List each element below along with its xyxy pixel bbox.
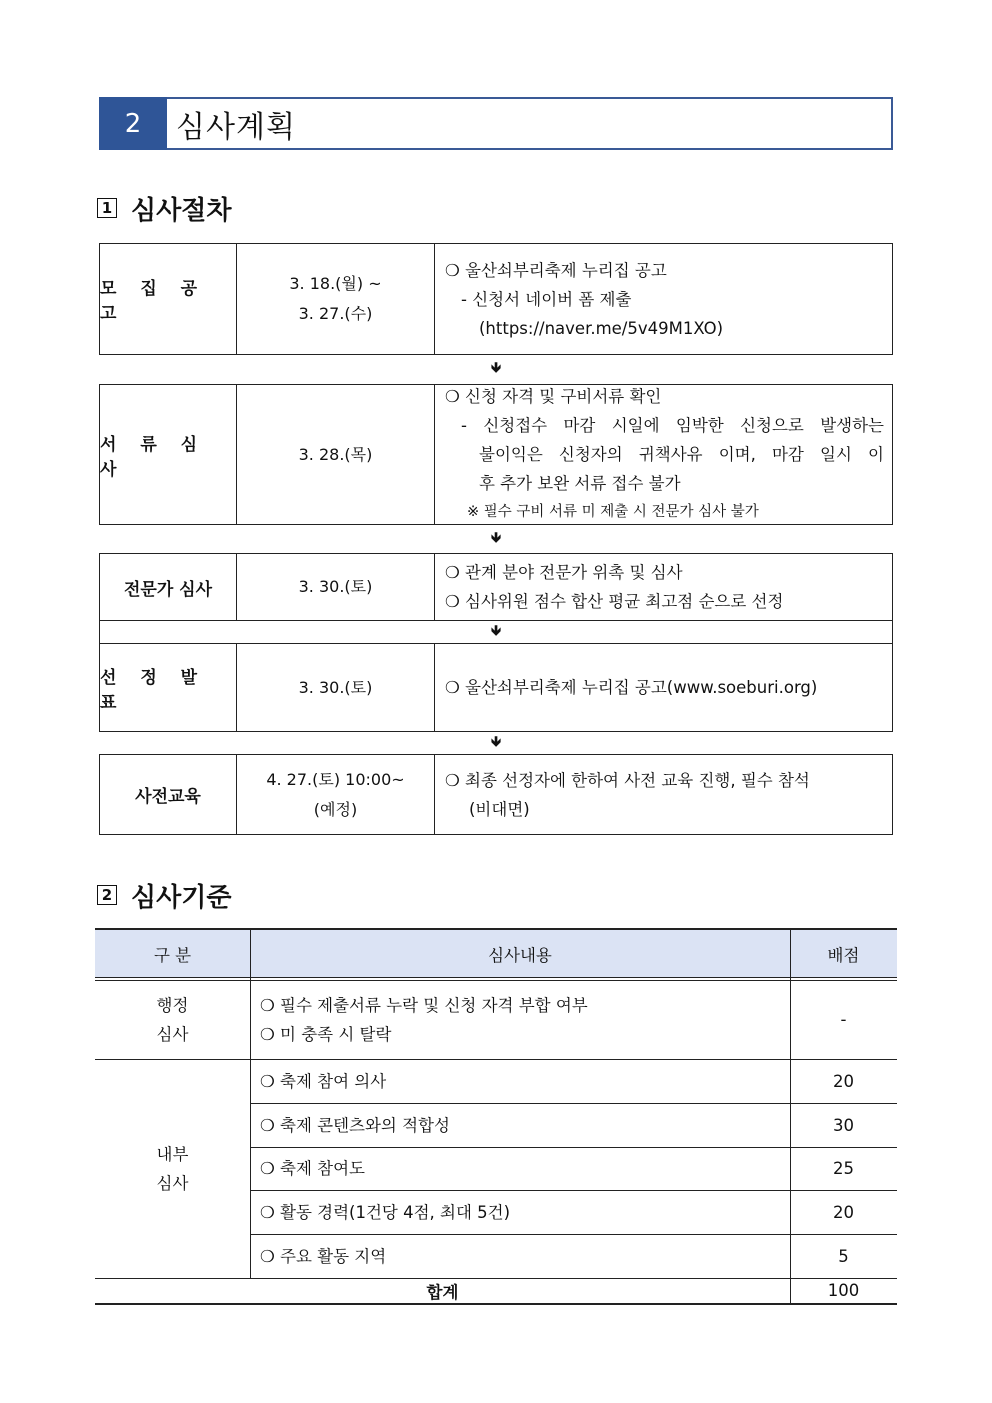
criteria-item: ❍ 축제 콘텐츠와의 적합성 <box>260 1111 790 1140</box>
step-name: 전문가 심사 <box>123 579 213 600</box>
step-document-review <box>99 384 893 525</box>
procedure-heading-text: 심사절차 <box>131 195 232 226</box>
table-row <box>250 1103 790 1147</box>
category-admin-review <box>95 980 250 1059</box>
criteria-item: ❍ 활동 경력(1건당 4점, 최대 5건) <box>260 1198 790 1227</box>
row-score: 20 <box>833 1202 854 1222</box>
criteria-item: ❍ 축제 참여도 <box>260 1154 790 1183</box>
section-number: 2 <box>99 97 167 150</box>
step-date <box>237 385 435 524</box>
step-content <box>435 244 892 354</box>
step-content <box>435 554 892 620</box>
total-score: 100 <box>827 1281 860 1300</box>
header-score: 배점 <box>827 946 860 965</box>
step-content <box>435 385 892 524</box>
criteria-item: ❍ 축제 참여 의사 <box>260 1067 790 1096</box>
step-line: ❍ 심사위원 점수 합산 평균 최고점 순으로 선정 <box>445 587 884 616</box>
category-line: 심사 <box>156 1024 189 1044</box>
step-line: ❍ 관계 분야 전문가 위촉 및 심사 <box>445 558 884 587</box>
step-line: ❍ 신청 자격 및 구비서류 확인 <box>445 382 884 411</box>
step-name: 선 정 발 표 <box>100 667 207 713</box>
step-line: ❍ 울산쇠부리축제 누리집 공고(www.soeburi.org) <box>445 673 884 702</box>
step-date <box>237 554 435 620</box>
header-content: 심사내용 <box>488 946 552 965</box>
step-name: 서 류 심 사 <box>100 434 207 480</box>
category-line: 행정 <box>156 995 189 1015</box>
step-date-line: 3. 18.(월) ~ <box>289 274 382 293</box>
step-date <box>237 244 435 354</box>
procedure-heading-number: 1 <box>97 198 117 218</box>
step-content <box>435 755 892 834</box>
row-score: 20 <box>833 1071 854 1091</box>
step-line: - 신청서 네이버 폼 제출 <box>461 289 632 309</box>
criteria-heading-text: 심사기준 <box>131 882 232 913</box>
admin-review-content <box>250 980 790 1059</box>
arrow-down-icon: 🡻 <box>99 620 893 644</box>
header-category: 구 분 <box>153 946 192 965</box>
step-expert-review <box>99 553 893 621</box>
arrow-down-icon: 🡻 <box>490 734 502 750</box>
procedure-heading <box>97 190 231 226</box>
category-line: 내부 <box>156 1144 189 1164</box>
step-name: 모 집 공 고 <box>100 279 207 324</box>
total-label: 합계 <box>426 1282 459 1302</box>
criteria-item: ❍ 필수 제출서류 누락 및 신청 자격 부합 여부 <box>260 991 790 1020</box>
step-line: (https://naver.me/5v49M1XO) <box>479 318 724 338</box>
category-internal-review <box>95 1059 250 1278</box>
arrow-down-icon: 🡻 <box>490 360 502 376</box>
step-date-line: 3. 30.(토) <box>298 577 373 596</box>
step-recruit-notice <box>99 243 893 355</box>
step-date-line: 3. 28.(목) <box>298 444 373 464</box>
criteria-item: ❍ 미 충족 시 탈락 <box>260 1020 790 1049</box>
table-row <box>250 1234 790 1278</box>
step-content <box>435 644 892 731</box>
step-announcement <box>99 643 893 732</box>
step-pre-education <box>99 754 893 835</box>
criteria-item: ❍ 주요 활동 지역 <box>260 1242 790 1271</box>
admin-review-score: - <box>840 1010 847 1029</box>
table-row <box>250 1190 790 1234</box>
step-line: - 신청접수 마감 시일에 임박한 신청으로 발생하는 <box>461 416 884 435</box>
step-date-line: 3. 27.(수) <box>298 304 373 323</box>
category-line: 심사 <box>156 1173 189 1193</box>
step-note: ※ 필수 구비 서류 미 제출 시 전문가 심사 불가 <box>467 504 759 520</box>
step-date <box>237 644 435 731</box>
row-score: 25 <box>833 1159 854 1178</box>
criteria-table <box>95 928 897 1305</box>
step-date-line: (예정) <box>313 799 358 819</box>
criteria-heading <box>97 877 231 913</box>
table-row <box>250 1147 790 1190</box>
step-line: 불이익은 신청자의 귀책사유 이며, 마감 일시 이 <box>479 445 884 464</box>
step-name: 사전교육 <box>135 787 201 807</box>
row-score: 5 <box>838 1246 849 1266</box>
step-date-line: 4. 27.(토) 10:00~ <box>266 769 405 789</box>
arrow-down-icon: 🡻 <box>490 530 502 546</box>
step-line: ❍ 최종 선정자에 한하여 사전 교육 진행, 필수 참석 <box>445 766 884 795</box>
criteria-heading-number: 2 <box>97 885 117 905</box>
step-date-line: 3. 30.(토) <box>298 677 373 697</box>
step-line: 후 추가 보완 서류 접수 불가 <box>479 474 681 493</box>
section-title: 심사계획 <box>176 109 296 145</box>
step-line: (비대면) <box>469 799 530 819</box>
table-row <box>250 1059 790 1103</box>
step-date <box>237 755 435 834</box>
step-line: ❍ 울산쇠부리축제 누리집 공고 <box>445 256 884 285</box>
row-score: 30 <box>833 1115 854 1135</box>
